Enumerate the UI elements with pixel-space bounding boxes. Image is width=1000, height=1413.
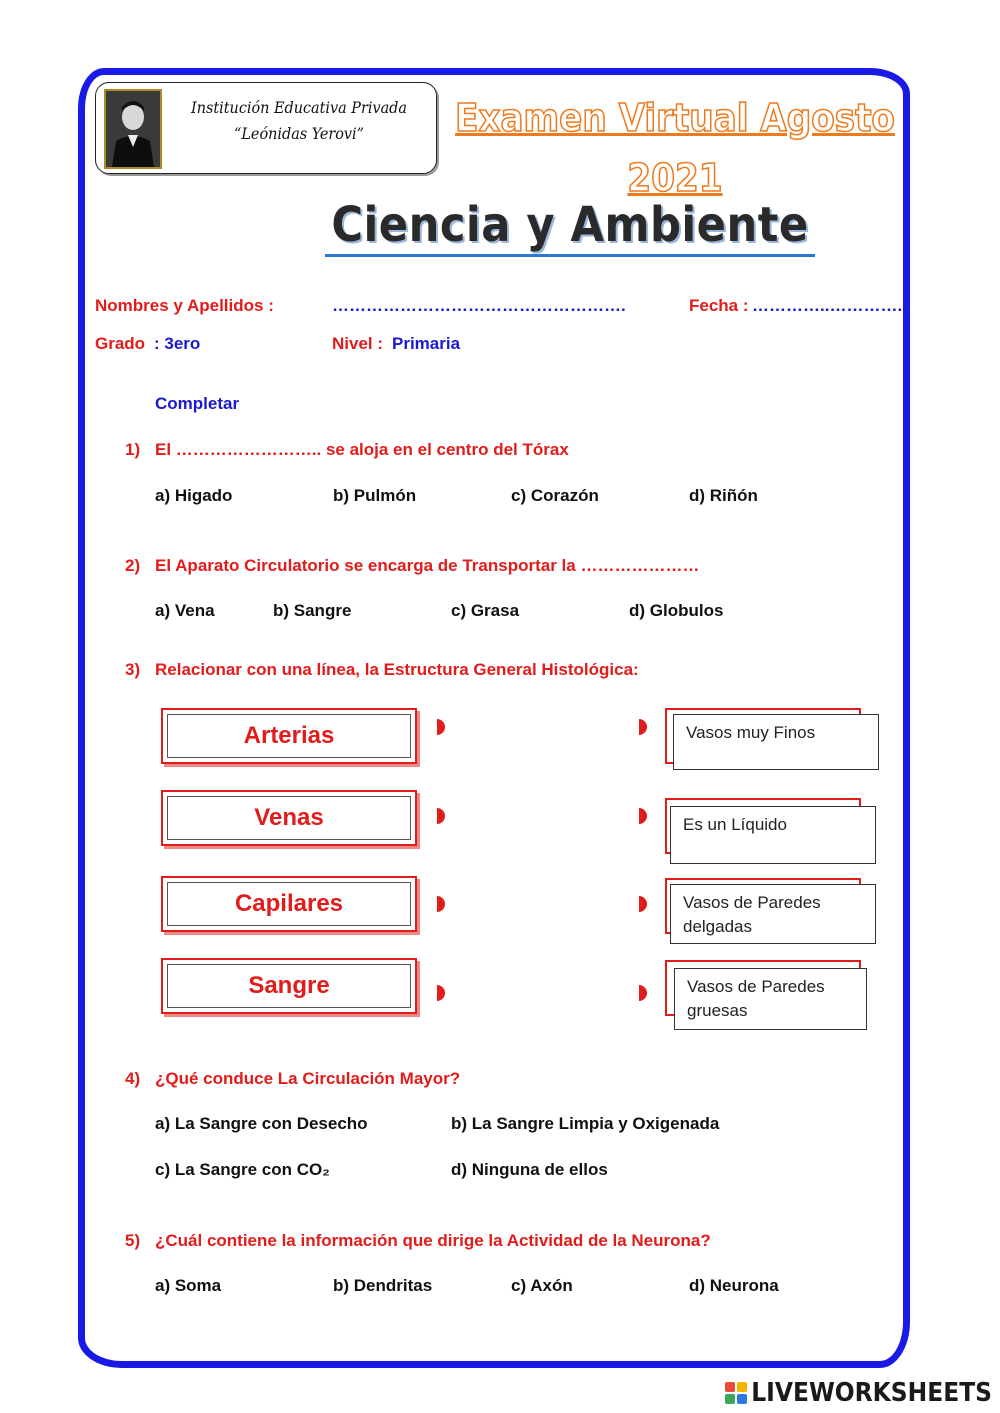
instruction: Completar xyxy=(155,394,240,413)
question-5-text: ¿Cuál contiene la información que dirige la Actividad de la Neurona? xyxy=(155,1231,711,1250)
q2-option-a[interactable]: a) Vena xyxy=(155,601,215,620)
q1-option-b[interactable]: b) Pulmón xyxy=(333,486,417,505)
school-name-line2: “Leónidas Yerovi” xyxy=(234,124,364,143)
q4-option-c[interactable]: c) La Sangre con CO₂ xyxy=(155,1160,330,1179)
q5-option-d[interactable]: d) Neurona xyxy=(689,1276,779,1295)
q4-option-a[interactable]: a) La Sangre con Desecho xyxy=(155,1114,368,1133)
school-header xyxy=(95,82,437,174)
liveworksheets-logo-icon xyxy=(725,1382,747,1404)
question-3-number: 3) xyxy=(125,660,141,679)
q4-option-b[interactable]: b) La Sangre Limpia y Oxigenada xyxy=(451,1114,720,1133)
grade-label: Grado xyxy=(95,334,146,353)
q5-option-a[interactable]: a) Soma xyxy=(155,1276,222,1295)
founder-portrait xyxy=(104,89,162,169)
question-1-number: 1) xyxy=(125,440,141,459)
match-left-label: Sangre xyxy=(167,964,411,1008)
liveworksheets-footer[interactable] xyxy=(725,1376,992,1410)
subject-title: Ciencia y Ambiente xyxy=(325,196,815,257)
school-name xyxy=(168,95,430,147)
q1-option-a[interactable]: a) Higado xyxy=(155,486,233,505)
level-label: Nivel : xyxy=(332,334,384,353)
match-left-capilares[interactable] xyxy=(161,876,417,932)
q2-option-c[interactable]: c) Grasa xyxy=(451,601,520,620)
q2-option-b[interactable]: b) Sangre xyxy=(273,601,352,620)
match-left-arterias[interactable] xyxy=(161,708,417,764)
question-3-text: Relacionar con una línea, la Estructura General Histológica: xyxy=(155,660,639,679)
q5-option-b[interactable]: b) Dendritas xyxy=(333,1276,433,1295)
question-1-text: El …………………….. se aloja en el centro del Tórax xyxy=(155,440,569,459)
date-label: Fecha : xyxy=(689,296,749,315)
question-4-text: ¿Qué conduce La Circulación Mayor? xyxy=(155,1069,461,1088)
date-field[interactable]: …………..………….. xyxy=(752,296,907,315)
question-2-text: El Aparato Circulatorio se encarga de Transportar la ………………… xyxy=(155,556,700,575)
match-left-label: Venas xyxy=(167,796,411,840)
match-left-venas[interactable] xyxy=(161,790,417,846)
match-right-2[interactable]: Es un Líquido xyxy=(670,806,876,864)
q5-option-c[interactable]: c) Axón xyxy=(511,1276,573,1295)
q2-option-d[interactable]: d) Globulos xyxy=(629,601,724,620)
question-5-number: 5) xyxy=(125,1231,141,1250)
liveworksheets-brand: LIVEWORKSHEETS xyxy=(751,1378,992,1408)
names-label: Nombres y Apellidos : xyxy=(95,296,274,315)
question-2-number: 2) xyxy=(125,556,141,575)
match-right-4[interactable]: Vasos de Paredes gruesas xyxy=(674,968,867,1030)
level-value: Primaria xyxy=(392,334,461,353)
match-left-label: Capilares xyxy=(167,882,411,926)
match-right-1[interactable]: Vasos muy Finos xyxy=(673,714,879,770)
q4-option-d[interactable]: d) Ninguna de ellos xyxy=(451,1160,608,1179)
school-name-line1: Institución Educativa Privada xyxy=(191,98,407,117)
names-field[interactable]: ……………………………………………. xyxy=(332,296,626,315)
exam-title: Examen Virtual Agosto 2021 xyxy=(455,96,895,200)
q1-option-c[interactable]: c) Corazón xyxy=(511,486,599,505)
match-left-sangre[interactable] xyxy=(161,958,417,1014)
match-left-label: Arterias xyxy=(167,714,411,758)
match-right-3[interactable]: Vasos de Paredes delgadas xyxy=(670,884,876,944)
q1-option-d[interactable]: d) Riñón xyxy=(689,486,758,505)
question-4-number: 4) xyxy=(125,1069,141,1088)
grade-value: : 3ero xyxy=(154,334,201,353)
